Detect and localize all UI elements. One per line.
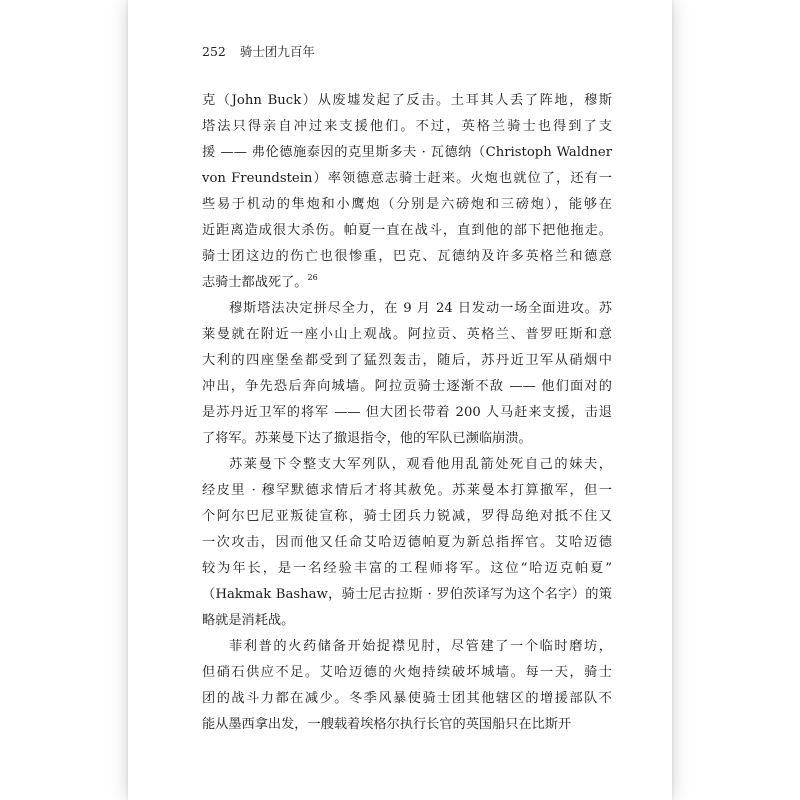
text-line: 苏莱曼下令整支大军列队，观看他用乱箭处死自己的妹夫，: [229, 457, 612, 472]
text-line: von Freundstein）率领德意志骑士赶来。火炮也就位了，还有一: [202, 171, 612, 186]
text-line: 近距离造成很大杀伤。帕夏一直在战斗，直到他的部下把他拖走。: [202, 223, 612, 238]
text-line: 略就是消耗战。: [202, 613, 295, 628]
book-page: [128, 0, 672, 800]
text-line: 骑士团这边的伤亡也很惨重，巴克、瓦德纳及许多英格兰和德意: [202, 249, 612, 264]
paragraph: [202, 452, 612, 634]
text-line: （Hakmak Bashaw，骑士尼古拉斯 · 罗伯茨译写为这个名字）的策: [202, 587, 612, 602]
text-line: 个阿尔巴尼亚叛徒宣称，骑士团兵力锐减，罗得岛绝对抵不住又: [202, 509, 612, 524]
text-line: 些易于机动的隼炮和小鹰炮（分别是六磅炮和三磅炮），能够在: [202, 197, 612, 212]
paragraph: [202, 634, 612, 738]
text-line: 菲利普的火药储备开始捉襟见肘，尽管建了一个临时磨坊，: [229, 639, 612, 654]
text-line: 志骑士都战死了。$^{26}$: [202, 273, 318, 290]
text-line: 是苏丹近卫军的将军 —— 但大团长带着 200 人马赶来支援，击退: [202, 405, 612, 420]
body-text: [202, 88, 612, 738]
page-number: 252: [202, 44, 226, 59]
text-line: 一次攻击，因而他又任命艾哈迈德帕夏为新总指挥官。艾哈迈德: [202, 535, 612, 550]
book-title: 骑士团九百年: [239, 44, 315, 59]
text-line: 援 —— 弗伦德施泰因的克里斯多夫 · 瓦德纳（Christoph Waldner: [202, 145, 612, 160]
text-line: 穆斯塔法决定拼尽全力，在 9 月 24 日发动一场全面进攻。苏: [229, 301, 612, 316]
footnote-marker: 26: [307, 273, 318, 282]
text-line: 莱曼就在附近一座小山上观战。阿拉贡、英格兰、普罗旺斯和意: [202, 327, 612, 342]
paragraph: [202, 88, 612, 296]
text-line: 但硝石供应不足。艾哈迈德的火炮持续破坏城墙。每一天，骑士: [202, 665, 612, 680]
text-line: 大利的四座堡垒都受到了猛烈轰击，随后，苏丹近卫军从硝烟中: [202, 353, 612, 368]
text-line: 塔法只得亲自冲过来支援他们。不过，英格兰骑士也得到了支: [202, 119, 612, 134]
paragraph: [202, 296, 612, 452]
text-line: 冲出，争先恐后奔向城墙。阿拉贡骑士逐渐不敌 —— 他们面对的: [202, 379, 612, 394]
text-line: 团的战斗力都在减少。冬季风暴使骑士团其他辖区的增援部队不: [202, 691, 612, 706]
text-line: 较为年长，是一名经验丰富的工程师将军。这位“哈迈克帕夏”: [202, 561, 612, 576]
text-line: 能从墨西拿出发，一艘载着埃格尔执行长官的英国船只在比斯开: [202, 717, 572, 732]
running-head: [202, 42, 315, 60]
text-line: 了将军。苏莱曼下达了撤退指令，他的军队已濒临崩溃。: [202, 431, 532, 446]
text-line: 克（John Buck）从废墟发起了反击。土耳其人丢了阵地，穆斯: [202, 93, 612, 108]
text-line: 经皮里 · 穆罕默德求情后才将其赦免。苏莱曼本打算撤军，但一: [202, 483, 612, 498]
